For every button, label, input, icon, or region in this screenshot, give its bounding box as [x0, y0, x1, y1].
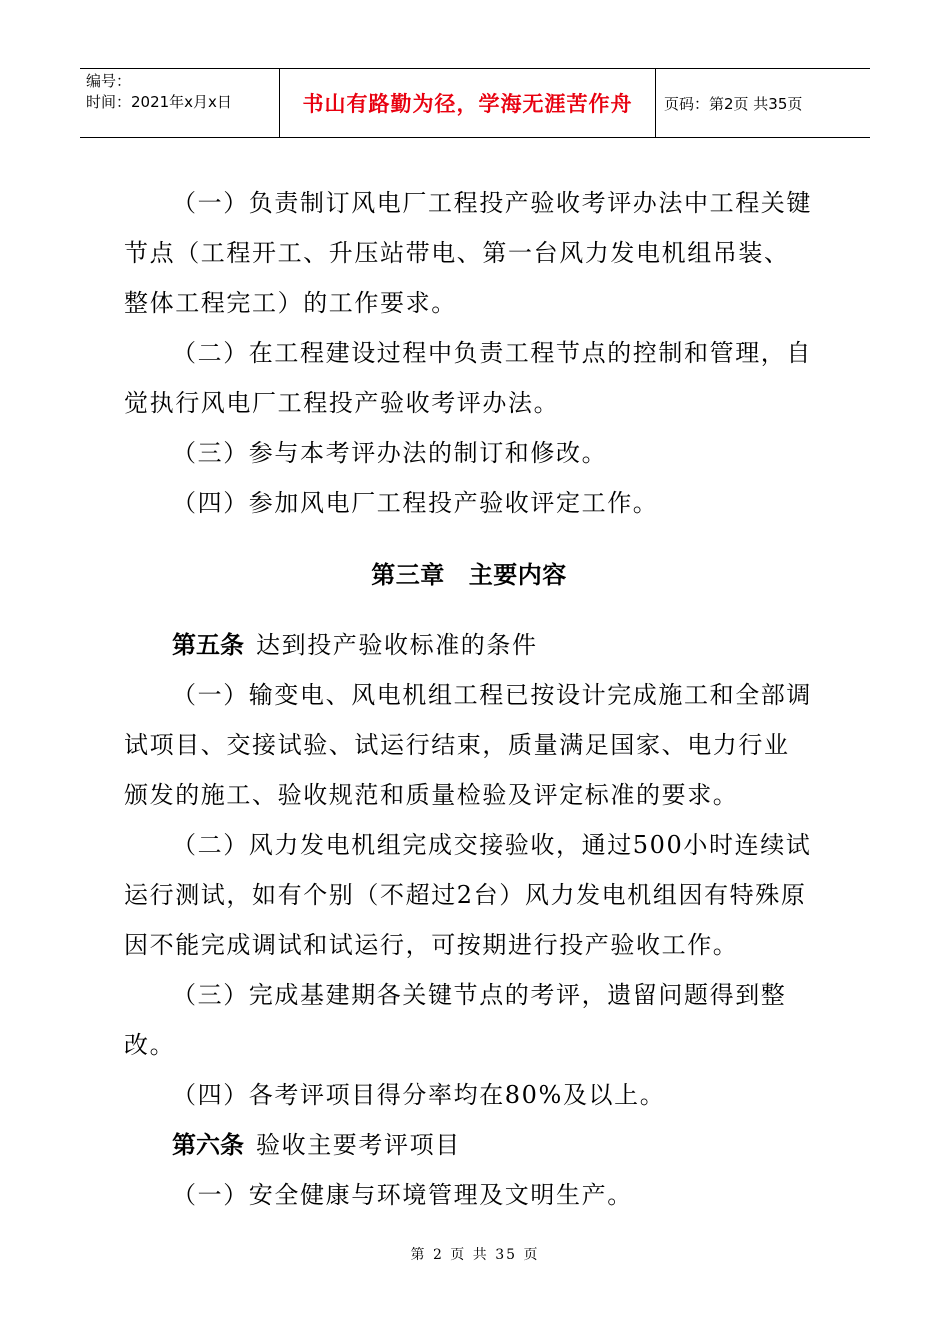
header-motto: 书山有路勤为径，学海无涯苦作舟 [280, 69, 656, 137]
paragraph: （二）风力发电机组完成交接验收，通过500小时连续试运行测试，如有个别（不超过2台）风力发电机组因有特殊原因不能完成调试和试运行，可按期进行投产验收工作。 [124, 831, 812, 959]
paragraph: （一）负责制订风电厂工程投产验收考评办法中工程关键节点（工程开工、升压站带电、第一台风力发电机组吊装、整体工程完工）的工作要求。 [124, 189, 812, 317]
article-number: 第六条 [172, 1131, 244, 1159]
header-meta-cell [80, 69, 280, 137]
page-footer: 第 2 页 共 35 页 [410, 1247, 540, 1263]
article-heading [124, 1120, 814, 1170]
paragraph: （一）安全健康与环境管理及文明生产。 [172, 1181, 633, 1209]
chapter-number: 第三章 [371, 561, 445, 589]
header-page-info: 页码：第2页 共35页 [664, 94, 803, 113]
paragraph: （四）各考评项目得分率均在80%及以上。 [172, 1081, 666, 1109]
paragraph: （一）输变电、风电机组工程已按设计完成施工和全部调试项目、交接试验、试运行结束，质量满足国家、电力行业颁发的施工、验收规范和质量检验及评定标准的要求。 [124, 681, 812, 809]
paragraph: （四）参加风电厂工程投产验收评定工作。 [172, 489, 659, 517]
paragraph: （二）在工程建设过程中负责工程节点的控制和管理，自觉执行风电厂工程投产验收考评办法。 [124, 339, 812, 417]
chapter-title: 主要内容 [468, 561, 567, 589]
article-text: 验收主要考评项目 [256, 1131, 461, 1159]
article-heading [124, 620, 814, 670]
article-number: 第五条 [172, 631, 244, 659]
paragraph: （三）完成基建期各关键节点的考评，遗留问题得到整改。 [124, 981, 787, 1059]
paragraph: （三）参与本考评办法的制订和修改。 [172, 439, 608, 467]
document-date-label: 时间：2021年x月x日 [86, 93, 232, 111]
chapter-heading [124, 550, 814, 600]
document-number-label: 编号： [86, 72, 132, 90]
document-body [124, 178, 814, 1220]
article-text: 达到投产验收标准的条件 [256, 631, 538, 659]
page-header [80, 68, 870, 138]
